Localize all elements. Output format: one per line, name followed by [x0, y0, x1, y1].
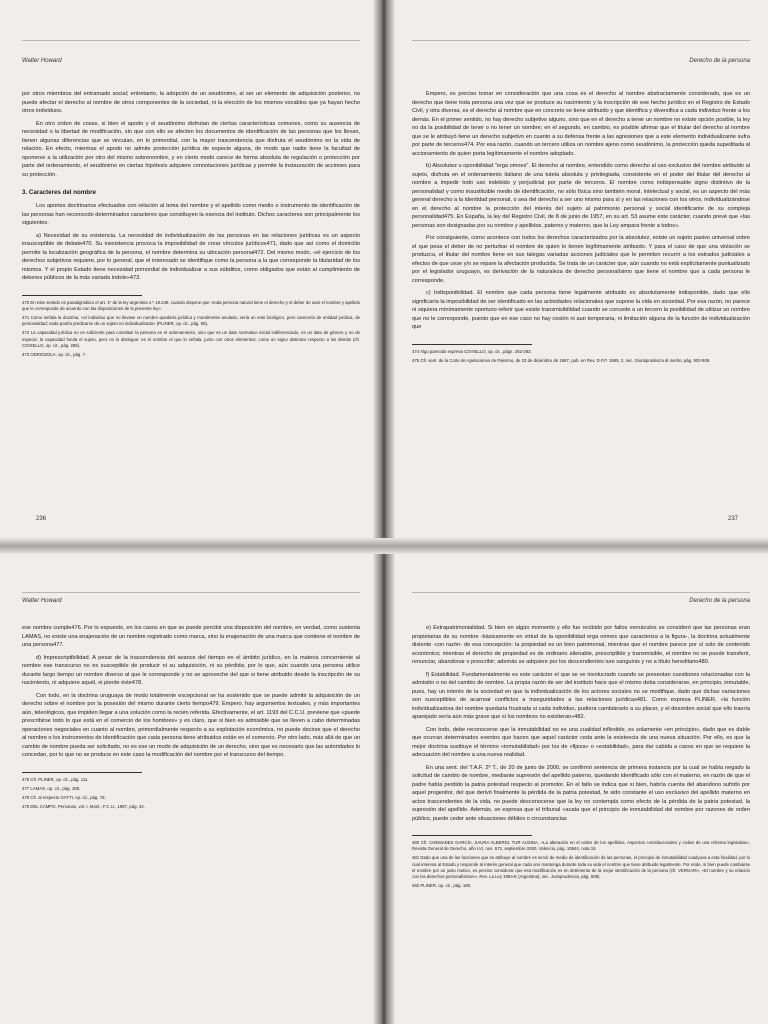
page-239	[390, 552, 768, 1024]
running-head: Walter Howard	[22, 58, 62, 64]
footnote: 474 Algo parecido expresa COVIELLO, op. cit., págs. 282-283.	[412, 348, 532, 354]
running-head: Walter Howard	[22, 598, 62, 604]
scan-shadow-line	[22, 40, 360, 41]
footnote: 470 En este sentido es paradigmático el art. 1º de la ley argentina n.º 18.248, cuando dispone que «toda persona natural tiene el derecho y el deber de usar el nombre y apellido que le corresponde de acuerdo con las disposiciones de la presente ley».	[22, 299, 360, 311]
paragraph: c) Indisponibilidad. El nombre que cada persona tiene legalmente atribuido es absolutamente indisponible, dado que ello significaría la imposibilidad de ser identificado en las actividades relacionales que supone la vida en sociedad. Por esa razón, no parece ni siquiera mínimamente oportuno referir que existe transmisibilidad cuando se concede a un tercero la posibilidad de utilizar un nombre que no le corresponde, puesto que en ese caso no hay cesión ni aun temporaria, ni limitación alguna de la función de individualización que	[412, 290, 750, 330]
book-gutter-shadow	[373, 0, 395, 1024]
paragraph: En una sent. del T.A.F. 2º T., de 20 de junio de 2000, se confirmó sentencia de primera instancia por la cual se había negado la solicitud de cambio de nombre, mediante supresión del apellido paterno, quedando identificado sólo con el materno, en razón de que el padre había perdido la patria potestad respecto al promotor. En el fallo se indica que si bien, habría cuenta del abandono sufrido por aquel progenitor, del que derivó finalmente la pérdida de la patria potestad, fe sido constante el uso exclusivo del apellido materno en actos trascendentes de la vida, no puede desconocerse que la ley no contempla como efecto de la pérdida de la patria potestad, la supresión del apellido. Además, se expresa que el tribunal «acata que el principio de inmutabilidad del nombre por razones de orden público, puede ceder ante situaciones débiles o circunstancias	[412, 764, 750, 822]
footnote-rule	[22, 772, 142, 773]
footnote: 472 La capacidad jurídica no es suficiente para constituir la persona en el ordenamiento, sino que es un dato normativo inicial indiferenciado, es un dato de género y no de especie; la capacidad funda el sujeto, pero no lo distingue: es el nombre el que lo señala, junto con otros elementos, como un signo distintivo respecto a los demás (cfr. COVIELLO, op. cit., pág. 285).	[22, 330, 360, 348]
paragraph: f) Estabilidad. Fundamentalmente es este carácter el que se ve involucrado cuando se presentan cuestiones relacionadas con la admisión o no del cambio de nombre. La propia razón de ser del instituto hace que el mismo deba considerarse, en principio, inmutable, pues, hay un interés de la sociedad en que la individualización de los actores sociales no se modifique, dado que dichas variaciones son susceptibles de acarrear conflictos a inseguridades a las relaciones jurídicas481. Como expresa PLINER, «la función individualizadora del nombre quedaría frustrada si cada individuo, pudiera cambiárselo a su placer, y el desorden social que ello traería aparejado sería aún más grave que si los nombres no existieran»482.	[412, 671, 750, 720]
paragraph: Los aportes doctrinarios efectuados con relación al tema del nombre y el apellido como medio o instrumento de identificación de las personas han reconocido determinados caracteres que constituyen la esencia del instituto. Dichos caracteres son principalmente los siguientes:	[22, 203, 360, 226]
paragraph: ese nombre cumple476. Por lo expuesto, en los casos en que se puede percibir una disposición del nombre, en verdad, como sustenta LAMAS, no existe una enajenación de un nombre registrado como marca, sino la enajenación de una marca que contiene el nombre de una persona477.	[22, 625, 360, 648]
section-title: 3. Caracteres del nombre	[22, 189, 96, 196]
paragraph: En otro orden de cosas, si bien el apodo y el seudónimo disfrutan de ciertas características comunes, como su ausencia de necesidad o la libertad de modificación, sin que con ello se afecten los documentos de identificación de las personas que los llevan, tienen algunas diferencias que se vinculan, en lo primordial, con la mayor trascendencia que disfruta el seudónimo en la vida de relación. En efecto, mientras el apodo no admite protección jurídica de especie alguna, de modo que nadie tiene la facultad de oponerse a la utilización por otro del mismo sobrenombre, y en cierto modo carece de forma absoluta de regulación o protección por parte del ordenamiento, el seudónimo en ciertas hipótesis adquiere connotaciones jurídicas y permite la instauración de acciones para su protección.	[22, 120, 360, 178]
running-head: Derecho de la persona	[689, 598, 750, 604]
page-number: 236	[36, 516, 47, 522]
paragraph: Por consiguiente, como acontece con todos los derechos caracterizados por la absolutez, existe un sujeto pasivo universal sobre el que pesa el deber de no perturbar el nombre de quien lo tienen legítimamente atribuido. Y para el caso de que una violación se produzca, el titular del nombre tiene en sus talegas variadas acciones judiciales que le permiten recurrir a los estrados judiciales a efectos de que cese y/o se repare la afectación producida. Se trata de un carácter que, aún cuando no está explícitamente puntualizado por el legislador uruguayo, es derivación de la naturaleza de derecho personalísimo que tiene el nombre que a cada persona le corresponde.	[412, 235, 750, 284]
footnote: 473 ODRIOZOLA, op. cit., pág. 7.	[22, 351, 87, 357]
footnote: 471 Como señala la doctrina, «el individuo que no llevase un nombre quedaría jurídica y moralmente anulado; sería un ente biológico, pero carecería de entidad jurídica, de personalidad; nada podría predicarse de un sujeto no individualizado» (PLINER, op. cit., pág. 98).	[22, 314, 360, 327]
footnote-rule	[412, 835, 532, 836]
paragraph: e) Extrapatrimonialidad. Si bien en algún momento y ello fue recibido por fallos vernáculos se consideró que las personas eran propietarias de su nombre -básicamente en virtud de la oponibilidad erga omnes que caracteriza a la figura-, la doctrina actualmente disiente -con razón- de esa concepción: la propiedad es un bien patrimonial, mientras que el nombre parece por sí solo de contenido económico; mientras el derecho de propiedad es de ordinario alienable, prescriptible y transmisible, el nombre no se puede transferir, renunciar, abandonar o prescribir; además se adquiere por los descendientes iure sanguinis y no a título hereditario480.	[412, 625, 750, 665]
scan-shadow-line	[412, 40, 750, 41]
scan-shadow-line	[412, 592, 750, 593]
paragraph: por otros miembros del entramado social; entretanto, la adopción de un seudónimo, al ser un elemento de adquisición posterior, no puede afectar el derecho al nombre de otros componentes de la sociedad, ni la elección de los mismos vocablos que ya hayan hecho otros individuos.	[22, 91, 360, 114]
footnote: 482 PLINER, op. cit., pág. 180.	[412, 883, 472, 889]
footnote: 481 Dado que una de las funciones que se atribuye al nombre es servir de medio de identificación de las personas, el principio de inmutabilidad coadyuva a esta finalidad, por lo cual interesa al Estado y responde al interés general que cada uno mantenga durante toda su vida el nombre que tiene atribuido legalmente. Por ende, si bien puede cambiarse el nombre por un justo motivo, es preciso considerar que esa modificación es en detrimento de la mejor identificación de la persona (cfr. VERGARA, «El nombre y su relación con los derechos personalísimos», Rev. La Ley 1994-E (Argentina), sec. Jurisprudencia, pág. 608).	[412, 855, 750, 880]
paragraph: b) Absolutez u oponibilidad "erga omnes". El derecho al nombre, entendido como derecho al uso exclusivo del nombre atribuido al sujeto, disfruta en el ordenamiento italiano de una tutela absoluta y privilegiada, consistente en el poder del titular del derecho al nombre a impedir todo uso indebido y perjudicial por parte de terceros. El nombre como indispensable signo distintivo de la personalidad y como insustituible medio de identificación, no sólo física sino también moral, intelectual y social, es un aspecto del más general derecho a la identidad personal, o sea del derecho a ser uno mismo para sí y en las relaciones con los otros, individualizándose en el derecho al nombre la protección del interés del sujeto al patrimonio personal y social identificante de su compleja personalidad475. En España, la ley del Registro Civil, de 8 de junio de 1957, en su art. 53 asume este carácter, cuando prevé que «las personas son designadas por su nombre y apellidos, paterno y materno, que la Ley ampara frente a todos».	[412, 163, 750, 229]
footnote: 476 Cfr. PLINER, op. cit., pág. 111.	[22, 776, 89, 782]
footnote-rule	[22, 295, 142, 296]
footnote: 475 Cfr. sent. de la Corte de Apelaciones de Palermo, de 23 de diciembre de 1987, pub. en Rev. D.F.P. 1989, 2, sec. Giurisprudenza di merito, pág. 902-909.	[412, 357, 711, 363]
paragraph: Con todo, en la doctrina uruguaya de modo totalmente excepcional se ha sostenido que se puede admitir la adquisición de un derecho sobre el nombre por la posesión del mismo durante cierto tiempo479. Empero, hay argumentos textuales, y más importantes aún, teleológicos, que impiden llegar a una solución como la recién referida. Efectivamente, el art. 1193 del C.C.U. previene que «puede prescribirse todo lo que está en el comercio de los hombres» y es claro, que si bien es admisible que se lleven a cabo determinadas operaciones negociales en cuanto al nombre, primordialmente respecto a su explotación económica, no puede decirse que el derecho al nombre o los instrumentos de identificación que cada persona tiene atribuidos están en el comercio. Por otro lado, más allá de que un cambio de nombre pueda ser solicitado, no es ese un modo de adquisición de un derecho, sino que es necesario que las autoridades lo concedan, por lo que no se produce en este caso la modificación del nombre por el transcurso del tiempo.	[22, 692, 361, 758]
footnote: 478 Cfr. al respecto GATTI, op. cit., pág. 78.	[22, 794, 106, 800]
footnote-rule	[412, 344, 532, 345]
page-237	[390, 0, 768, 540]
footnote: 477 LAMAS, op. cit., pág. 189.	[22, 785, 81, 791]
paragraph: a) Necesidad de su existencia. La necesidad de individualización de las personas en las relaciones jurídicas es un aspecto insusceptible de debate470. Su inexistencia provoca la imposibilidad de crear vínculos jurídicos471, dado que así como el domicilio permite la localización geográfica de la persona, el nombre determina su ubicación personal472. Del mismo modo, «el ejercicio de los derechos subjetivos requiere, por lo general, que el interesado se identifique como la persona a la que corresponde la titularidad de los mismos. Y el propio Estado tiene necesidad primordial de individualizar a sus súbditos, como obligados que están al cumplimiento de deberes públicos de la más variada índole»473.	[22, 232, 360, 281]
running-head: Derecho de la persona	[689, 58, 750, 64]
page-238	[0, 552, 378, 1024]
paragraph: Con todo, debe reconocerse que la inmutabilidad no es una cualidad inflexible, es solamente «en principio», dado que es dable que ocurran determinados eventos que hacen que aquel carácter ceda ante la existencia de una nueva situación. Por ello, es que la mejor doctrina sustituye el término «inmutabilidad» por los de «fijeza» o «estabilidad», para dar cabida a casos en que se requiere la adecuación del nombre a una nueva realidad.	[412, 726, 750, 758]
footnote: 480 Cfr. CHEMADES GARCÍA, SAURA ALBERDI, TUR AUSINA, «La alteración en el orden de los apellidos. Aspectos constitucionales y civiles de una reforma legislativa», Revista General de Derecho, año LVI, nos. 672, septiembre 2000, Valencia, pág. 10844, nota 18.	[412, 840, 750, 852]
paragraph: d) Imprescriptibilidad. A pesar de la trascendencia del avance del tiempo en el ámbito jurídico, en la materia concerniente al nombre ese transcurso no es susceptible de producir ni su adquisición, ni su pérdida; por lo que, aún cuando una persona utilice durante largo tiempo un nombre diverso al que le corresponde y no se aproveche del que si tiene atribuido desde la inscripción de su nacimiento, ni adquiere aquél, ni pierde éste478.	[22, 654, 360, 686]
page-number: 237	[727, 516, 738, 522]
scan-shadow-line	[22, 592, 360, 593]
page-separator	[0, 538, 768, 554]
paragraph: Empero, es preciso tomar en consideración que una cosa es el derecho al nombre abstractamente considerado, que es un derecho que tiene toda persona una vez que se produce su nacimiento y la inscripción de ese hecho jurídico en el Registro de Estado Civil, y otra diversa, es el derecho al nombre que en concreto se tiene atribuido y que identifica y diversifica a cada individuo frente a los demás. En el primer sentido, no hay derecho subjetivo alguno, sino que en el derecho a tener un nombre no existe opción posible, la ley no da la posibilidad de tener o no tener un nombre; en el segundo, en cambio, es posible afirmar que el titular del derecho al nombre que se le atribuyó tiene un derecho subjetivo en cuanto a su defensa frente a las agresiones que a este elemento individualizante sufra por parte de terceros474. Por esa razón, cuando un tercero utiliza un nombre ajeno como seudónimo, la protección queda supeditada al accionamiento de quien porta legítimamente el nombre adoptado.	[412, 91, 750, 157]
page-236	[0, 0, 378, 540]
footnote: 479 DEL CAMPO, Personas, vol. I, Mont., F.C.U., 1987, pág. 34.	[22, 804, 145, 810]
